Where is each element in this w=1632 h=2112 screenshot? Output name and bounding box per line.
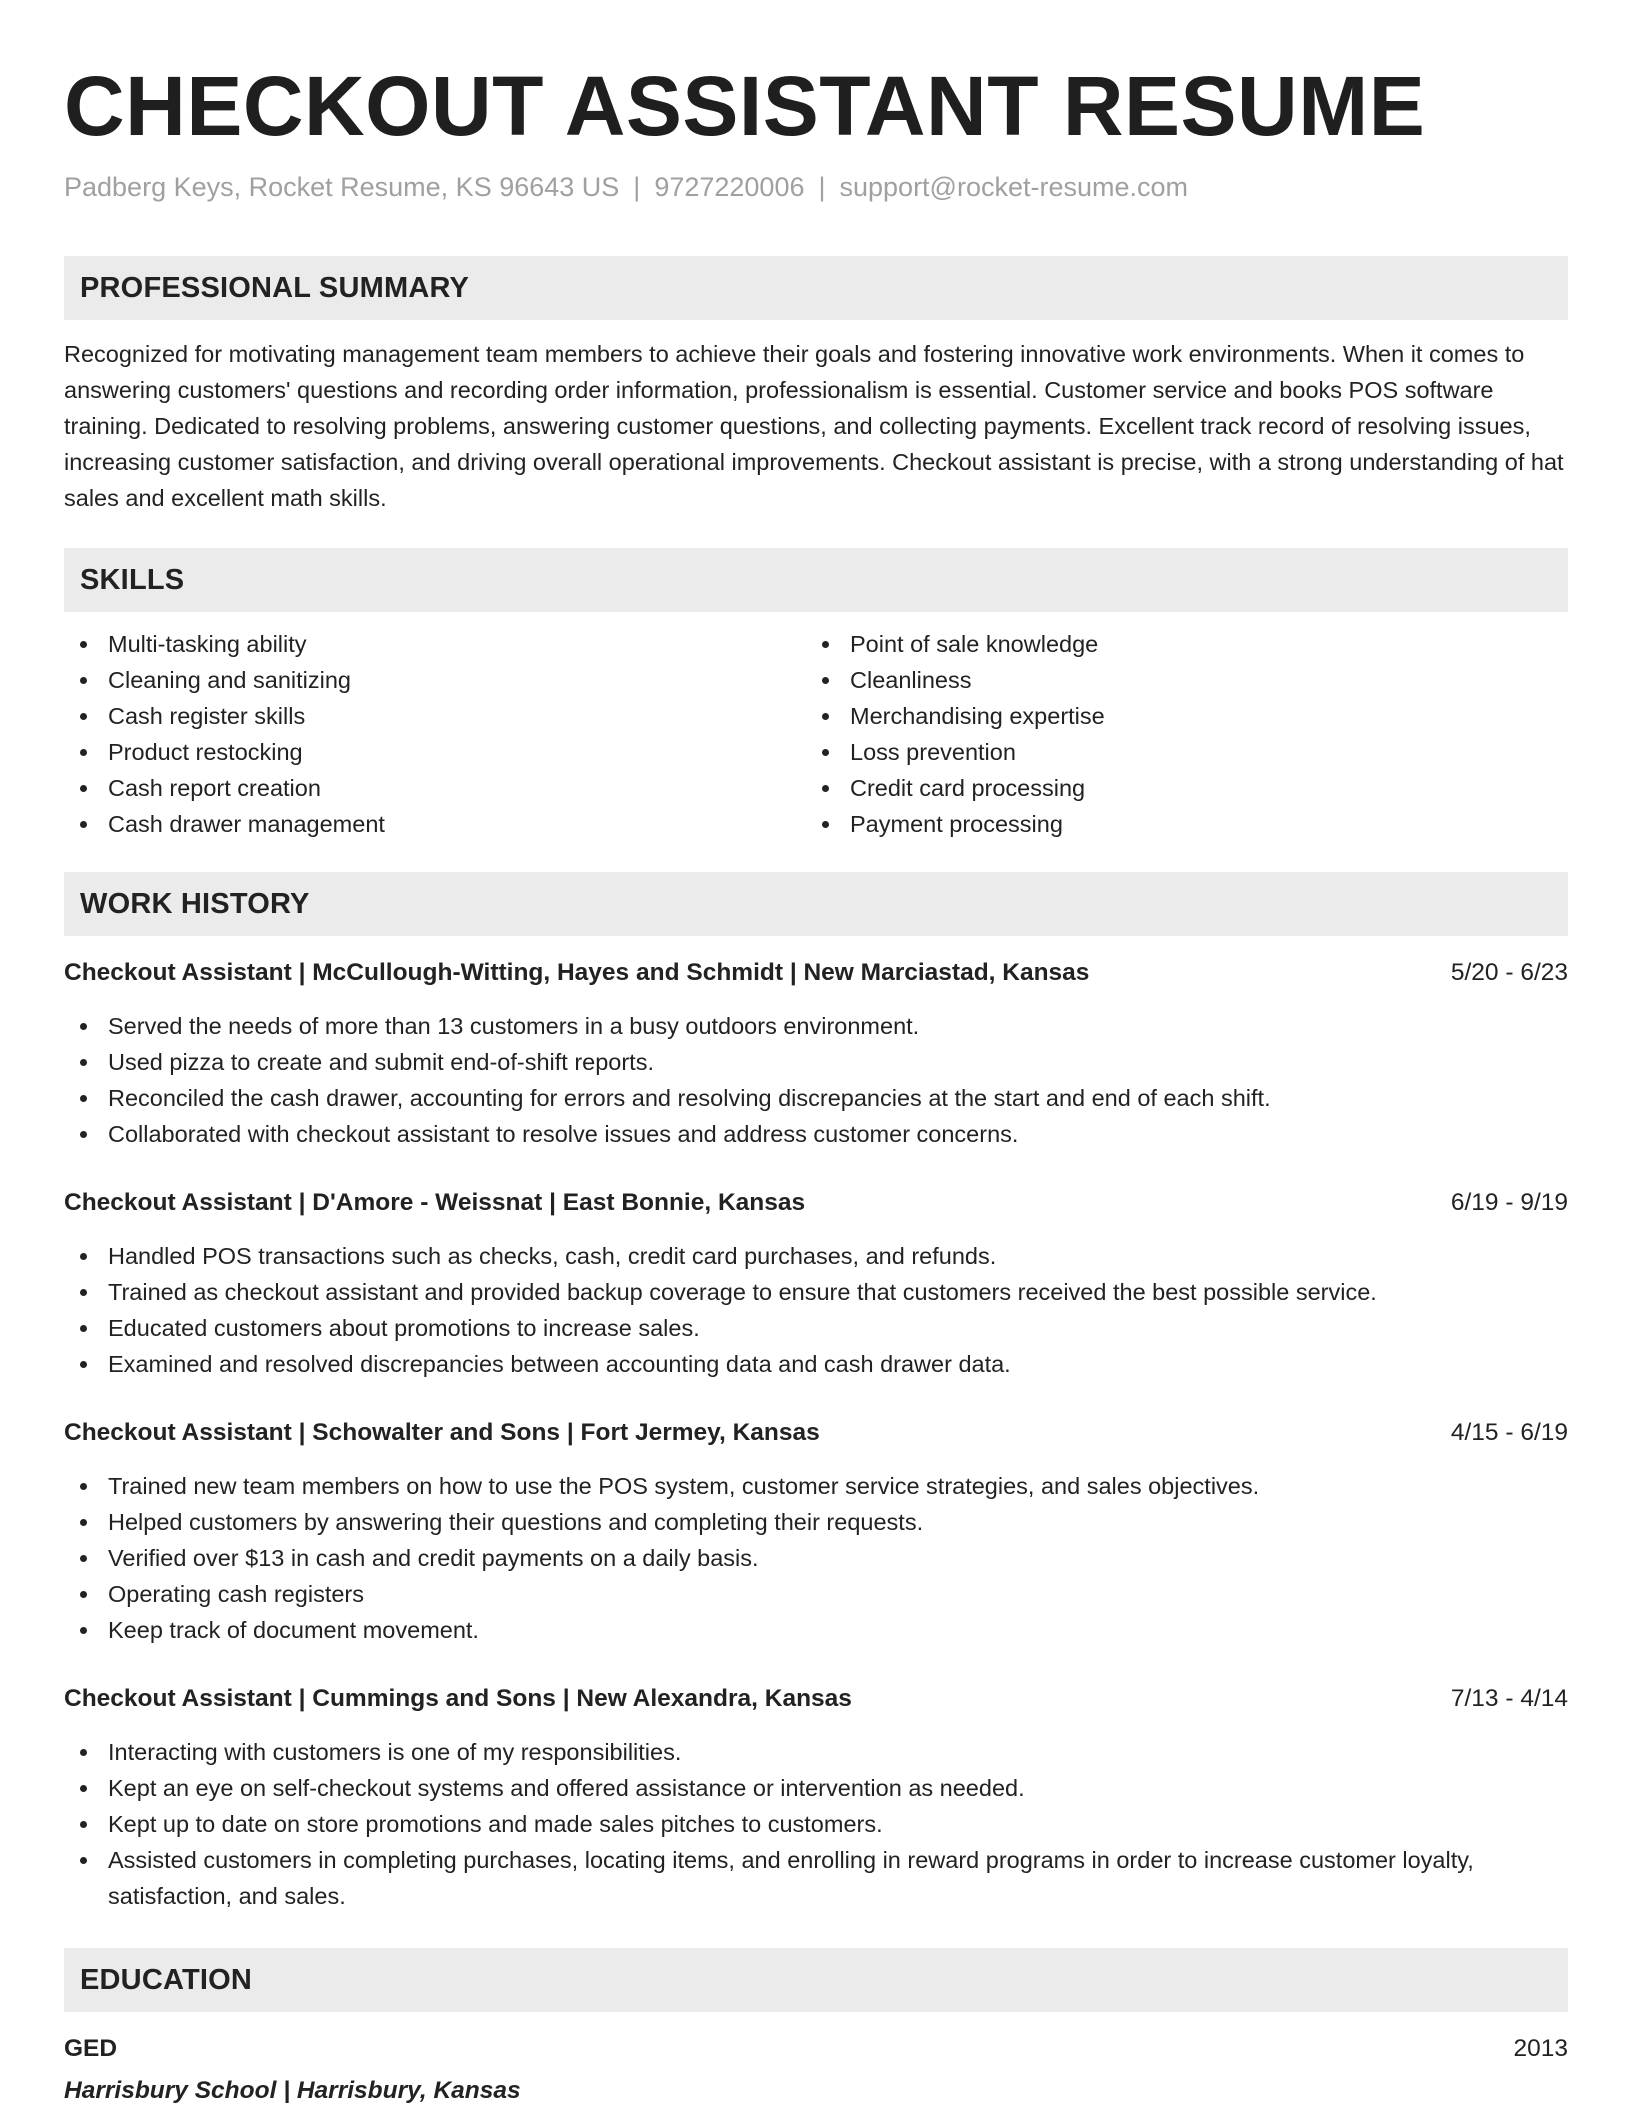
section-heading-education: EDUCATION (64, 1948, 1568, 2012)
job-bullet: Kept up to date on store promotions and made sales pitches to customers. (64, 1806, 1568, 1842)
job-title: Checkout Assistant | Schowalter and Sons | Fort Jermey, Kansas (64, 1419, 820, 1446)
education-school: Harrisbury School | Harrisbury, Kansas (64, 2077, 521, 2104)
job-dates: 4/15 - 6/19 (1450, 1419, 1568, 1446)
job-bullet: Operating cash registers (64, 1576, 1568, 1612)
job-bullet: Collaborated with checkout assistant to resolve issues and address customer concerns. (64, 1116, 1568, 1152)
job-bullet: Interacting with customers is one of my responsibilities. (64, 1734, 1568, 1770)
skill-item: Cash report creation (64, 770, 806, 806)
job-header (64, 956, 1568, 990)
contact-line (64, 170, 1568, 204)
job-bullets (64, 1008, 1568, 1152)
contact-separator: | (818, 172, 826, 202)
skills-list-left (64, 626, 806, 842)
contact-phone: 9727220006 (654, 172, 805, 202)
section-heading-skills: SKILLS (64, 548, 1568, 612)
job-bullet: Verified over $13 in cash and credit payments on a daily basis. (64, 1540, 1568, 1576)
job-dates: 5/20 - 6/23 (1450, 959, 1568, 986)
skills-column-left (64, 626, 806, 842)
skill-item: Point of sale knowledge (806, 626, 1568, 662)
skills-grid (64, 626, 1568, 842)
section-heading-work-history: WORK HISTORY (64, 872, 1568, 936)
skills-column-right (806, 626, 1568, 842)
job-bullet: Used pizza to create and submit end-of-shift reports. (64, 1044, 1568, 1080)
skill-item: Cleanliness (806, 662, 1568, 698)
summary-text: Recognized for motivating management team members to achieve their goals and fostering innovative work environments. When it comes to answering customers' questions and recording order information, professionalism is essential. Customer service and books POS software training. Dedicated to resolving problems, answering customer questions, and collecting payments. Excellent track record of resolving issues, increasing customer satisfaction, and driving overall operational improvements. Checkout assistant is precise, with a strong understanding of hat sales and excellent math skills. (64, 341, 1564, 511)
job-bullet: Trained new team members on how to use the POS system, customer service strategies, and sales objectives. (64, 1468, 1568, 1504)
job-entry (64, 1186, 1568, 1382)
contact-address: Padberg Keys, Rocket Resume, KS 96643 US (64, 172, 620, 202)
skill-item: Cash register skills (64, 698, 806, 734)
job-dates: 7/13 - 4/14 (1450, 1685, 1568, 1712)
education-entry (64, 2032, 1568, 2108)
skill-item: Credit card processing (806, 770, 1568, 806)
job-bullet: Served the needs of more than 13 customers in a busy outdoors environment. (64, 1008, 1568, 1044)
job-header (64, 1682, 1568, 1716)
skill-item: Cleaning and sanitizing (64, 662, 806, 698)
job-bullet: Educated customers about promotions to increase sales. (64, 1310, 1568, 1346)
resume-title: CHECKOUT ASSISTANT RESUME (64, 59, 1426, 153)
job-bullets (64, 1468, 1568, 1648)
skill-item: Merchandising expertise (806, 698, 1568, 734)
job-dates: 6/19 - 9/19 (1450, 1189, 1568, 1216)
job-bullet: Kept an eye on self-checkout systems and offered assistance or intervention as needed. (64, 1770, 1568, 1806)
job-bullet: Assisted customers in completing purchases, locating items, and enrolling in reward programs in order to increase customer loyalty, satisfaction, and sales. (64, 1842, 1568, 1914)
job-bullet: Helped customers by answering their questions and completing their requests. (64, 1504, 1568, 1540)
job-bullet: Reconciled the cash drawer, accounting for errors and resolving discrepancies at the start and end of each shift. (64, 1080, 1568, 1116)
job-header (64, 1416, 1568, 1450)
job-bullet: Handled POS transactions such as checks, cash, credit card purchases, and refunds. (64, 1238, 1568, 1274)
skill-item: Loss prevention (806, 734, 1568, 770)
job-entry (64, 1682, 1568, 1914)
education-header (64, 2032, 1568, 2066)
education-year: 2013 (1513, 2035, 1568, 2062)
skills-list-right (806, 626, 1568, 842)
job-bullet: Examined and resolved discrepancies between accounting data and cash drawer data. (64, 1346, 1568, 1382)
job-title: Checkout Assistant | McCullough-Witting, Hayes and Schmidt | New Marciastad, Kansas (64, 959, 1090, 986)
education-degree: GED (64, 2035, 118, 2062)
skill-item: Cash drawer management (64, 806, 806, 842)
contact-separator: | (633, 172, 641, 202)
job-bullet: Keep track of document movement. (64, 1612, 1568, 1648)
section-heading-summary: PROFESSIONAL SUMMARY (64, 256, 1568, 320)
contact-email: support@rocket-resume.com (839, 172, 1189, 202)
skill-item: Multi-tasking ability (64, 626, 806, 662)
job-bullets (64, 1734, 1568, 1914)
skill-item: Payment processing (806, 806, 1568, 842)
job-entry (64, 956, 1568, 1152)
job-title: Checkout Assistant | Cummings and Sons | New Alexandra, Kansas (64, 1685, 852, 1712)
skill-item: Product restocking (64, 734, 806, 770)
job-bullet: Trained as checkout assistant and provided backup coverage to ensure that customers received the best possible service. (64, 1274, 1568, 1310)
job-entry (64, 1416, 1568, 1648)
job-header (64, 1186, 1568, 1220)
job-title: Checkout Assistant | D'Amore - Weissnat | East Bonnie, Kansas (64, 1189, 806, 1216)
job-bullets (64, 1238, 1568, 1382)
